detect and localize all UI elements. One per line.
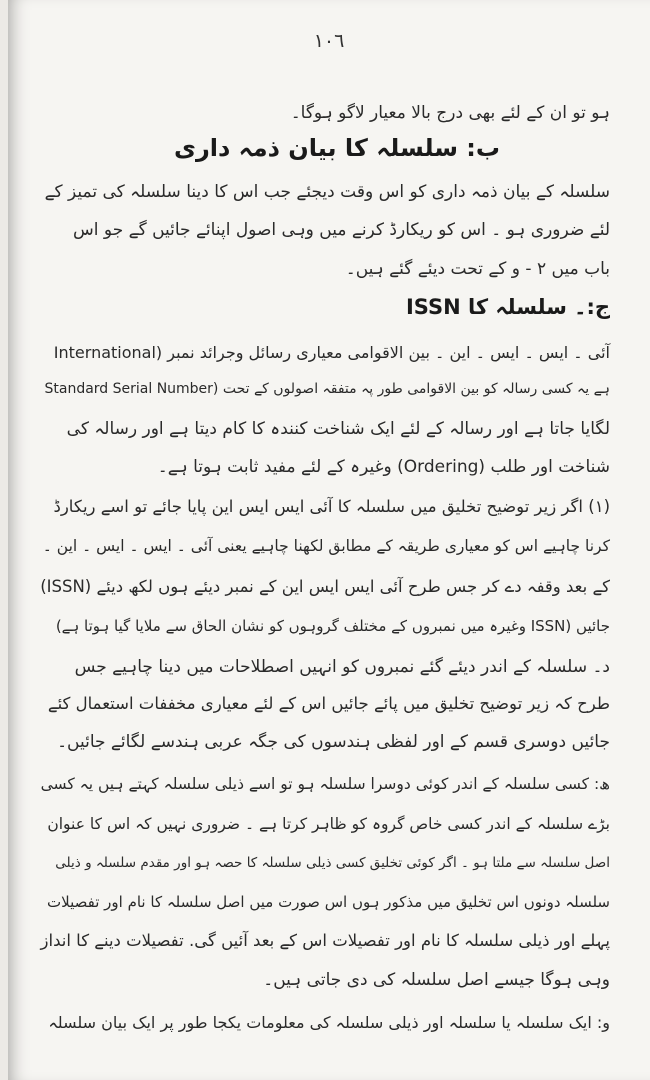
- section-heading-c: ج:۔ سلسلہ کا ISSN: [405, 295, 610, 319]
- text-line: بڑے سلسلہ کے اندر کسی خاص گروہ کو ظاہر کرتا ہے ۔ ضروری نہیں کہ اس کا عنوان: [47, 815, 610, 833]
- page-number: ١٠٦: [313, 30, 345, 52]
- text-line: و: ایک سلسلہ یا سلسلہ اور ذیلی سلسلہ کی معلومات یکجا طور پر ایک بیان سلسلہ: [48, 1013, 610, 1032]
- text-line: کرنا چاہیے اس کو معیاری طریقہ کے مطابق لکھنا چاہیے یعنی آئی ۔ ایس ۔ ایس ۔ این ۔: [42, 537, 610, 555]
- text-line: پہلے اور ذیلی سلسلہ کا نام اور تفصیلات اس کے بعد آئیں گی. تفصیلات دینے کا انداز: [40, 931, 610, 950]
- text-line: شناخت اور طلب (Ordering) وغیرہ کے لئے مفید ثابت ہوتا ہے۔: [157, 457, 610, 477]
- text-line: د۔ سلسلہ کے اندر دیئے گئے نمبروں کو انہیں اصطلاحات میں دینا چاہیے جس: [74, 657, 610, 677]
- text-line: اصل سلسلہ سے ملتا ہو ۔ اگر کوئی تخلیق کسی ذیلی سلسلہ کا حصہ ہو اور مقدم سلسلہ و ذیلی: [55, 855, 610, 871]
- text-line: جائیں (ISSN وغیرہ میں نمبروں کے مختلف گروہوں کو نشان الحاق سے ملایا گیا ہوتا ہے): [55, 617, 610, 635]
- text-line: ہو تو ان کے لئے بھی درج بالا معیار لاگو ہوگا۔: [290, 103, 610, 123]
- text-line: لئے ضروری ہو ۔ اس کو ریکارڈ کرنے میں وہی اصول اپنائے جائیں گے جو اس: [73, 220, 610, 240]
- document-page: [8, 0, 650, 1080]
- text-line: (۱) اگر زیر توضیح تخلیق میں سلسلہ کا آئی ایس ایس این پایا جائے تو اسے ریکارڈ: [53, 497, 610, 516]
- text-line: Standard Serial Number) ہے یہ کسی رسالہ کو بین الاقوامی طور پہ متفقہ اصولوں کے تحت: [44, 381, 610, 397]
- text-line: وہی ہوگا جیسے اصل سلسلہ کی دی جاتی ہیں۔: [263, 970, 610, 990]
- text-line: ھ: کسی سلسلہ کے اندر کوئی دوسرا سلسلہ ہو تو اسے ذیلی سلسلہ کہتے ہیں یہ کسی: [40, 775, 610, 793]
- text-line: سلسلہ کے بیان ذمہ داری کو اس وقت دیجئے جب اس کا دینا سلسلہ کی تمیز کے: [44, 182, 610, 202]
- text-line: طرح کہ زیر توضیح تخلیق میں پائے جائیں اس کے لئے معیاری مخففات استعمال کئے: [47, 694, 610, 713]
- text-line: سلسلہ دونوں اس تخلیق میں مذکور ہوں اس صورت میں اصل سلسلہ کا نام اور تفصیلات: [47, 893, 610, 911]
- section-heading-b: ب: سلسلہ کا بیان ذمہ داری: [173, 134, 500, 162]
- text-line: آئی ۔ ایس ۔ ایس ۔ این ۔ بین الاقوامی معیاری رسائل وجرائد نمبر (International: [53, 343, 610, 362]
- text-line: باب میں ۲ - و کے تحت دیئے گئے ہیں۔: [345, 259, 610, 279]
- text-line: جائیں دوسری قسم کے اور لفظی ہندسوں کی جگہ عربی ہندسے لگائے جائیں۔: [57, 732, 610, 752]
- text-line: لگایا جاتا ہے اور رسالہ کے لئے ایک شناخت کنندہ کا کام دیتا ہے اور رسالہ کی: [66, 419, 610, 439]
- text-line: (ISSN) کے بعد وقفہ دے کر جس طرح آئی ایس ایس این کے نمبر دیئے ہوں لکھ دیئے: [40, 577, 610, 596]
